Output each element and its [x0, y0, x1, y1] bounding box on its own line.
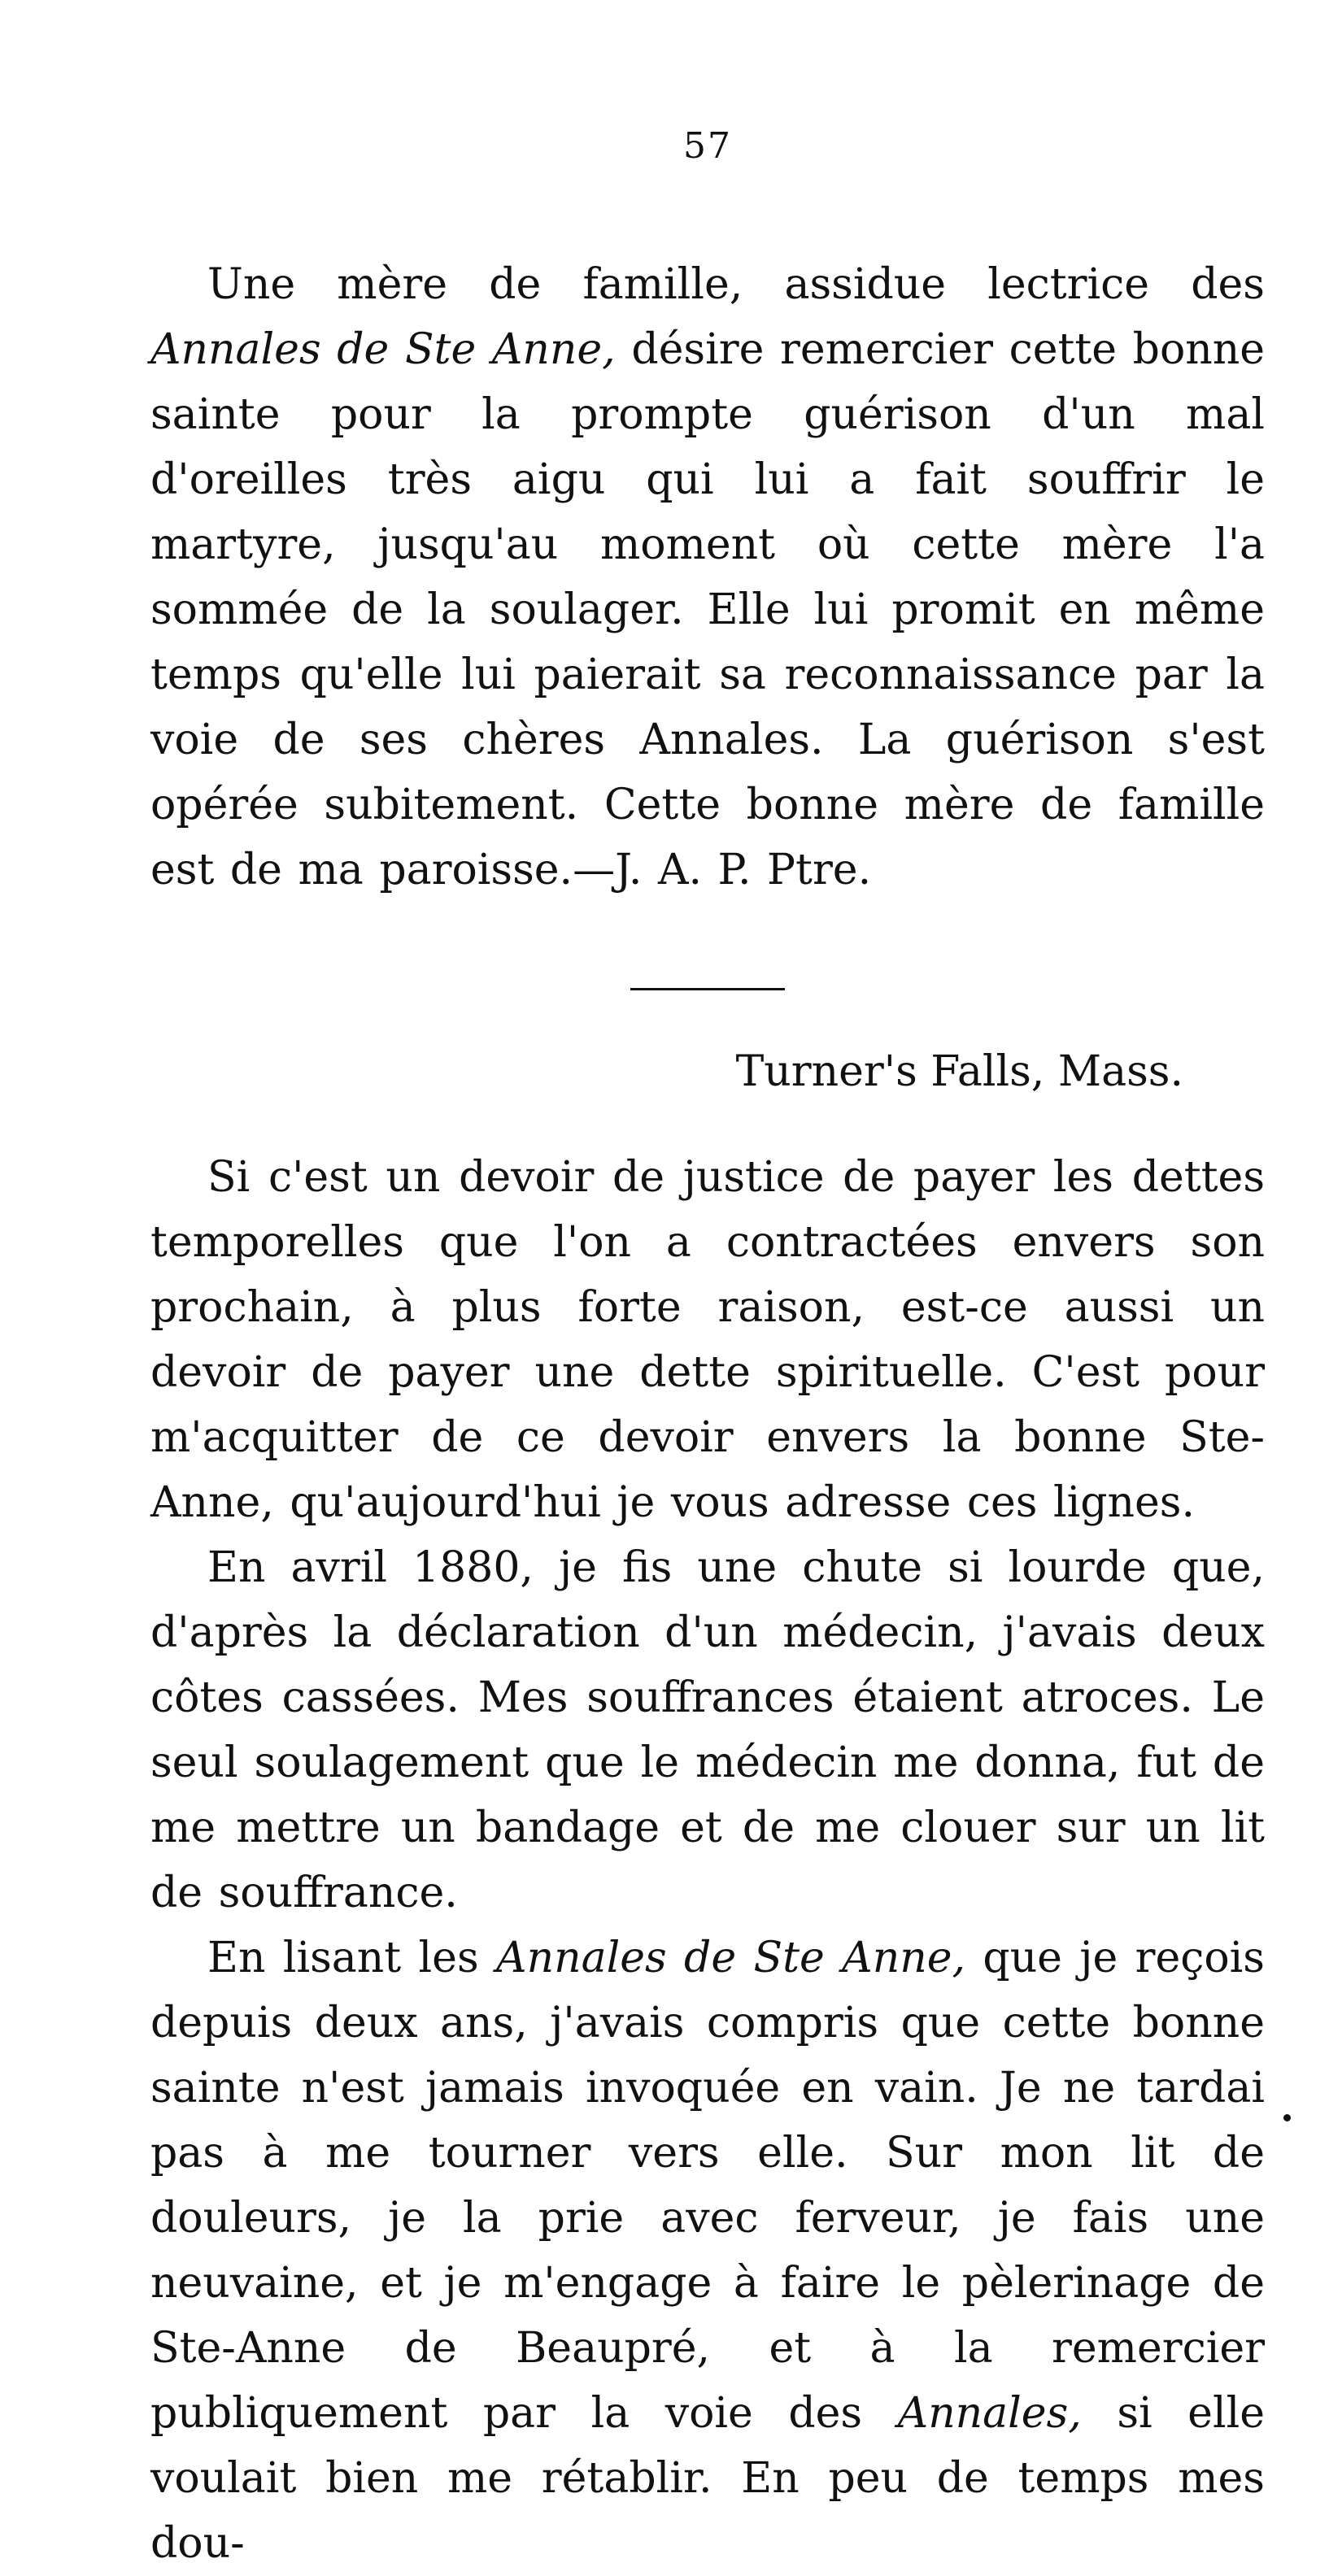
testimonial-paragraph-1 — [150, 252, 1265, 903]
margin-dot — [1283, 2114, 1291, 2121]
book-page — [150, 122, 1265, 2576]
testimonial-4-mid: que je reçois depuis deux ans, j'avais compris que cette bonne sainte n'est jamais invoquée en vain. Je ne tardai pas à me tourner vers elle. Sur mon lit de douleurs, je la prie avec ferveur, je fais une neuvaine, et je m'engage à faire le pèlerinage de Ste-Anne de Beaupré, et à la remercier publiquement par la voie des — [150, 1934, 1265, 2438]
section-divider — [630, 988, 785, 990]
annales-title-2: Annales de Ste Anne, — [496, 1934, 966, 1982]
testimonial-4-lead: En lisant les — [207, 1934, 497, 1982]
place-heading: Turner's Falls, Mass. — [735, 1047, 1183, 1096]
testimonial-paragraph-2: Si c'est un devoir de justice de payer les dettes temporelles que l'on a contractées envers son prochain, à plus forte raison, est-ce aussi un devoir de payer une dette spirituelle. C'est pour m'acquitter de ce devoir envers la bonne Ste-Anne, qu'aujourd'hui je vous adresse ces lignes. — [150, 1153, 1265, 1527]
testimonial-paragraph-3: En avril 1880, je fis une chute si lourde que, d'après la déclaration d'un médecin, j'avais deux côtes cassées. Mes souffrances étaient atroces. Le seul soulagement que le médecin me donna, fut de me mettre un bandage et de me clouer sur un lit de souffrance. — [150, 1543, 1265, 1917]
page-number: 57 — [683, 125, 732, 167]
testimonial-1-rest: désire remercier cette bonne sainte pour la prompte guérison d'un mal d'oreilles très aigu qui lui a fait souffrir le martyre, jusqu'au moment où cette mère l'a sommée de la soulager. Elle lui promit en même temps qu'elle lui paierait sa reconnaissance par la voie de ses chères Annales. La guérison s'est opérée subitement. Cette bonne mère de famille est de ma paroisse.—J. A. P. Ptre. — [150, 325, 1266, 894]
testimonial-paragraph-4 — [150, 1925, 1265, 2576]
testimonial-4-tail: si elle voulait bien me rétablir. En peu de temps mes dou- — [150, 2389, 1265, 2568]
annales-title-3: Annales, — [897, 2389, 1082, 2438]
annales-title: Annales de Ste Anne, — [150, 325, 616, 374]
testimonial-1-lead: Une mère de famille, assidue lectrice des — [207, 260, 1265, 309]
